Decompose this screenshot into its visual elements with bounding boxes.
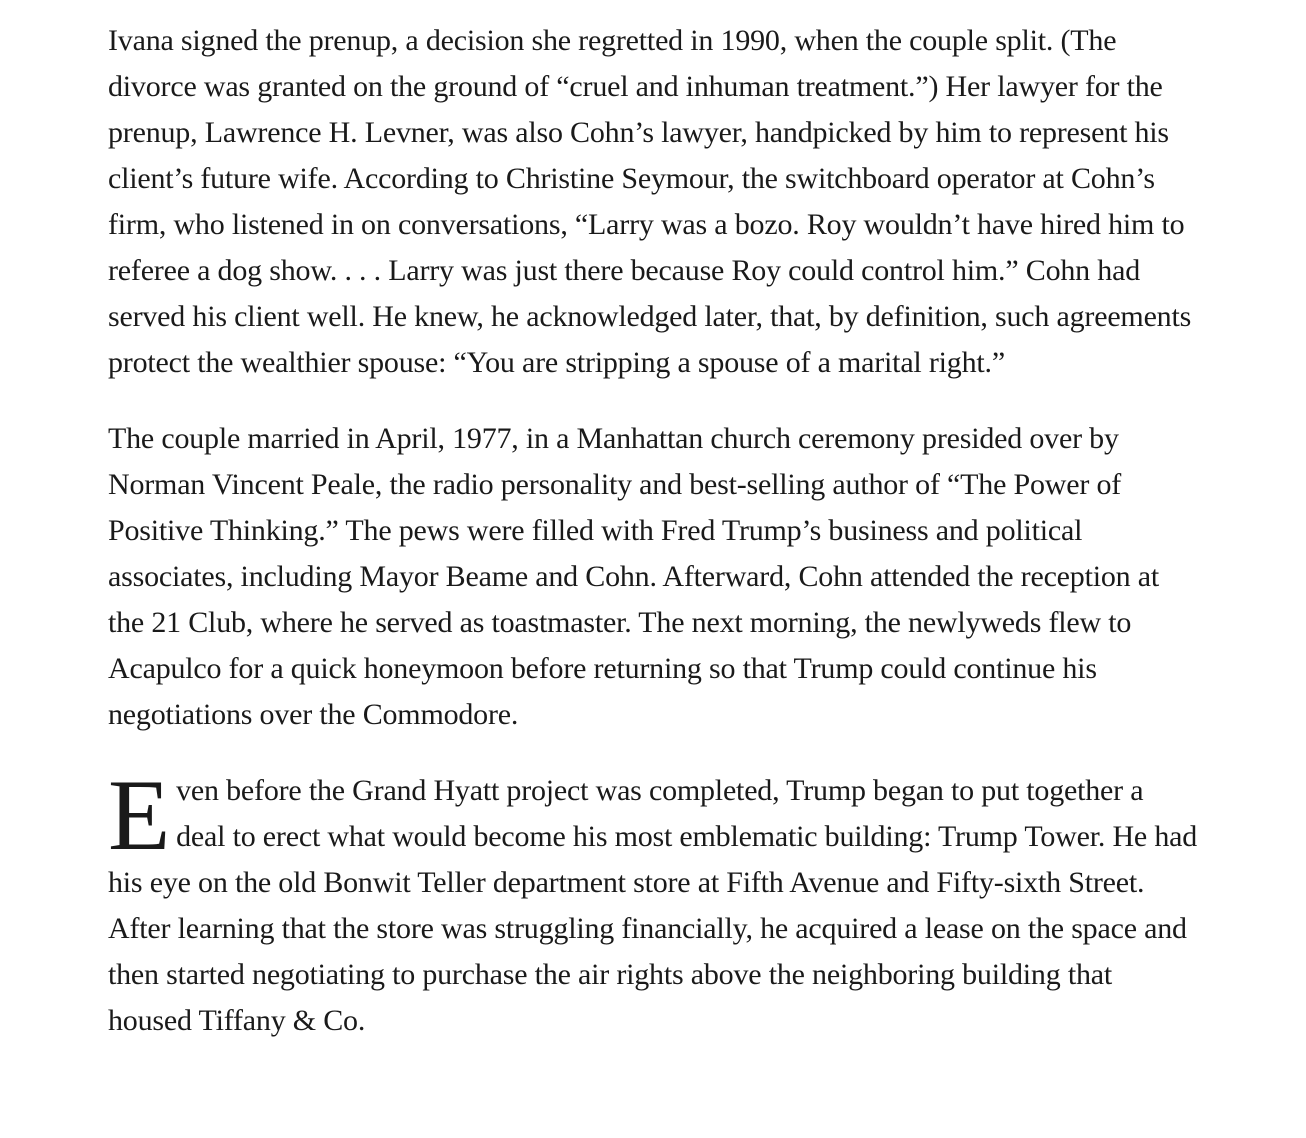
paragraph-wedding: The couple married in April, 1977, in a Manhattan church ceremony presided over by Norman Vincent Peale, the radio personality and best-selling author of “The Power of Positive Thinking.” The pews were filled with Fred Trump’s business and political associates, including Mayor Beame and Cohn. Afterward, Cohn attended the reception at the 21 Club, where he served as toastmaster. The next morning, the newlyweds flew to Acapulco for a quick honeymoon before returning so that Trump could continue his negotiations over the Commodore. — [108, 422, 1160, 731]
drop-cap: E — [108, 759, 171, 872]
paragraph-trump-tower-text: ven before the Grand Hyatt project was completed, Trump began to put together a deal to erect what would become his most emblematic building: Trump Tower. He had his eye on the old Bonwit Teller department store at Fifth Avenue and Fifty-sixth Street. After learning that the store was struggling financially, he acquired a lease on the space and then started negotiating to purchase the air rights above the neighboring building that housed Tiffany & Co. — [108, 774, 1198, 1037]
article-body — [108, 18, 1198, 1074]
paragraph-prenup: Ivana signed the prenup, a decision she regretted in 1990, when the couple split. (The divorce was granted on the ground of “cruel and inhuman treatment.”) Her lawyer for the prenup, Lawrence H. Levner, was also Cohn’s lawyer, handpicked by him to represent his client’s future wife. According to Christine Seymour, the switchboard operator at Cohn’s firm, who listened in on conversations, “Larry was a bozo. Roy wouldn’t have hired him to referee a dog show. . . . Larry was just there because Roy could control him.” Cohn had served his client well. He knew, he acknowledged later, that, by definition, such agreements protect the wealthier spouse: “You are stripping a spouse of a marital right.” — [108, 24, 1192, 379]
paragraph-trump-tower — [108, 759, 1198, 1044]
